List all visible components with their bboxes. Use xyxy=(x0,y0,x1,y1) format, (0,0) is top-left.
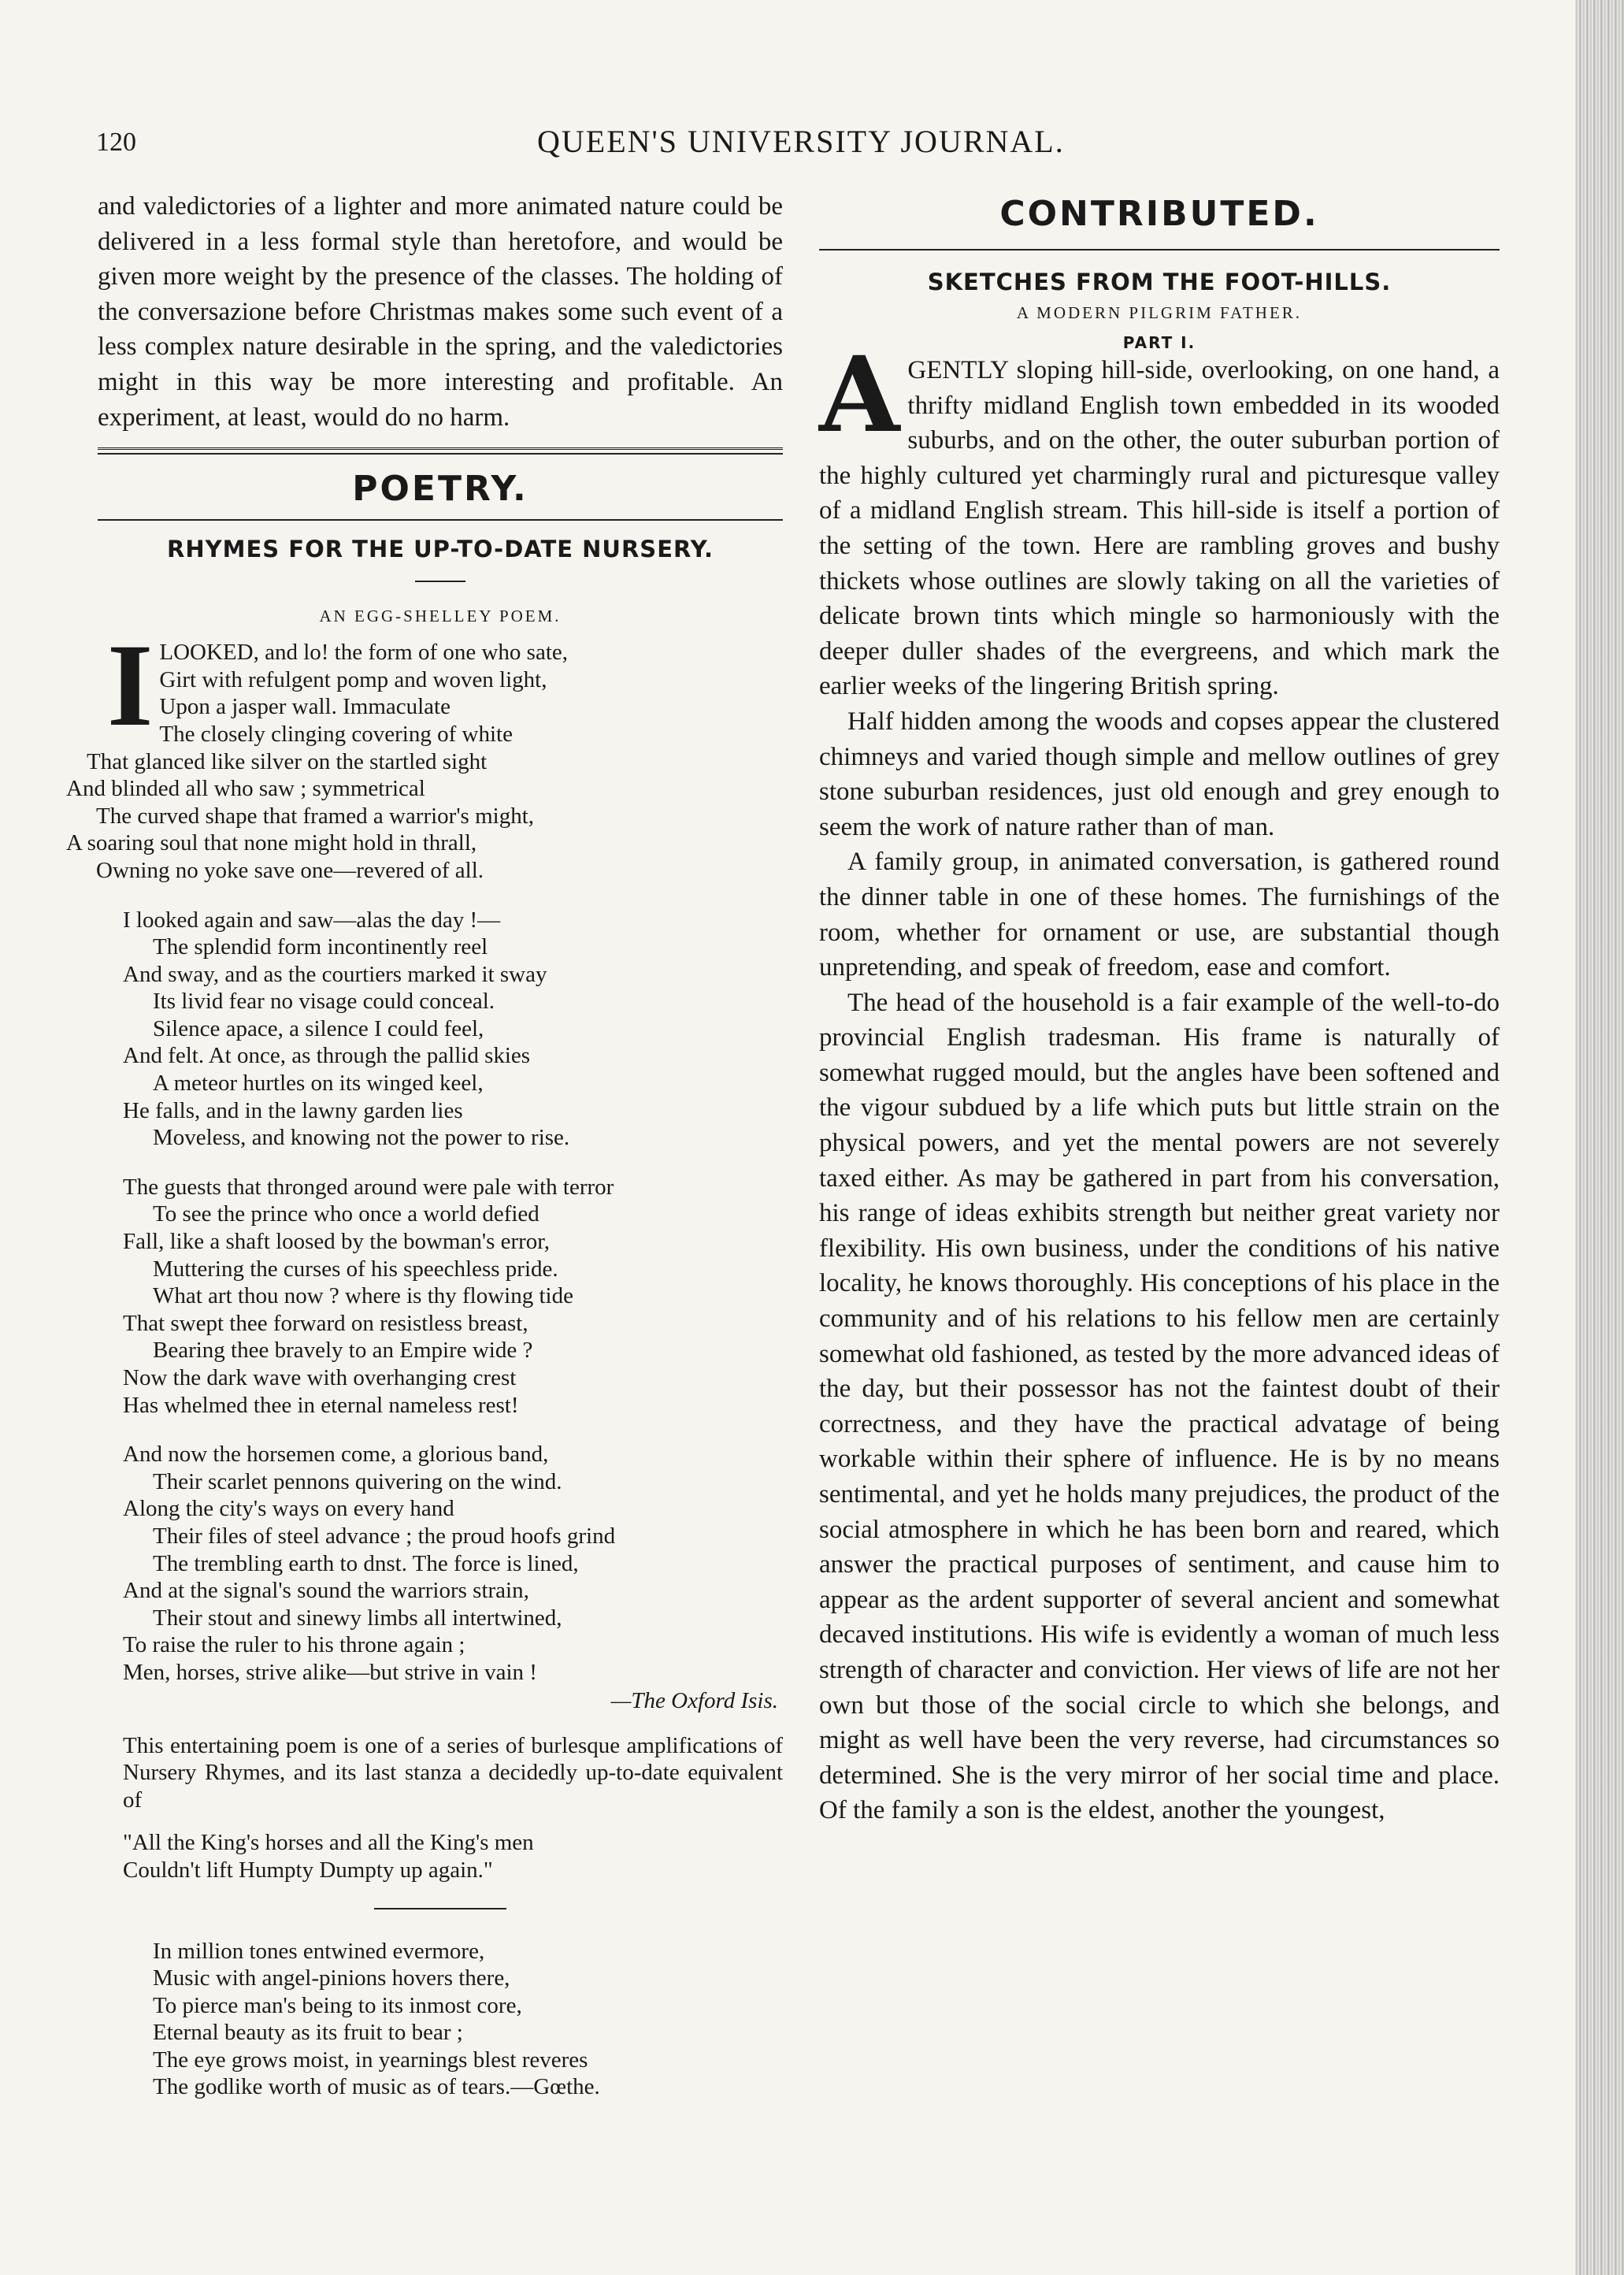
poem-line: To raise the ruler to his throne again ; xyxy=(123,1632,465,1658)
poem-line: The guests that thronged around were pale with terror xyxy=(123,1174,614,1200)
intro-paragraph: and valedictories of a lighter and more animated nature could be delivered in a less formal style than heretofore, and would be given more weight by the presence of the classes. The holding of the conversazione before Christmas makes some such event of a less complex nature desirable in the spring, and the valedictories might in this way be more interesting and profitable. An experiment, at least, would do no harm. xyxy=(98,192,783,432)
poem-line: And now the horsemen come, a glorious band, xyxy=(123,1442,549,1468)
poem-line: That swept thee forward on resistless breast, xyxy=(123,1310,528,1336)
poem-line: Along the city's ways on every hand xyxy=(123,1496,454,1522)
running-head xyxy=(96,123,1545,162)
poem-line: That glanced like silver on the startled sight xyxy=(87,748,488,774)
poem-line: Moveless, and knowing not the power to rise. xyxy=(153,1125,570,1151)
journal-title: QUEEN'S UNIVERSITY JOURNAL. xyxy=(537,124,1065,159)
poem-line: And felt. At once, as through the pallid skies xyxy=(123,1043,531,1069)
poem-subtitle: AN EGG-SHELLEY POEM. xyxy=(319,607,562,626)
quote-line: "All the King's horses and all the King's men xyxy=(123,1830,534,1856)
paragraph-4: The head of the household is a fair example of the well-to-do provincial English tradesman. His frame is naturally of somewhat rugged mould, but the angles have been softened and the vigour subdued by a life which puts but little strain on the physical powers, and yet the mental powers are not severely taxed either. As may be gathered in part from his conversation, his range of ideas exhibits strength but neither great variety nor flexibility. His own business, under the conditions of his native locality, he knows thoroughly. His conceptions of his place in the community and of his relations to his fellow men are certainly somewhat old fashioned, as tested by the more advanced ideas of the day, but their possessor has not the faintest doubt of their correctness, and they have the practical advatage of being workable within their sphere of influence. He is by no means sentimental, and yet he holds many prejudices, the product of the social atmosphere in which he has been born and reared, which answer the practical purposes of sentiment, and cause him to appear as the ardent supporter of several ancient and somewhat decaved institutions. His wife is evidently a woman of much less strength of character and conviction. Her views of life are not her own but those of the social circle to which she belongs, and might as well have been the very reverse, had circumstances so determined. She is the very mirror of her social time and place. Of the family a son is the eldest, another the youngest, xyxy=(819,988,1500,1825)
poem-line: The splendid form incontinently reel xyxy=(153,934,488,960)
verse-line: The godlike worth of music as of tears.—Gœthe. xyxy=(153,2074,600,2100)
paragraph-3: A family group, in animated conversation, is gathered round the dinner table in one of these homes. The furnishings of the room, whether for ornament or use, are substantial though unpretending, and speak of freedom, ease and comfort. xyxy=(819,848,1500,982)
poem-line: Fall, like a shaft loosed by the bowman's error, xyxy=(123,1229,551,1255)
poem-line: The closely clinging covering of white xyxy=(159,721,513,747)
poem-line: A soaring soul that none might hold in thrall, xyxy=(66,830,477,856)
verse-line: To pierce man's being to its inmost core, xyxy=(153,1992,522,2018)
right-column xyxy=(819,189,1500,1828)
poem-line: And at the signal's sound the warriors strain, xyxy=(123,1578,529,1604)
part-label: PART I. xyxy=(1122,333,1196,352)
stanza-2 xyxy=(98,907,783,1152)
editorial-comment: This entertaining poem is one of a series of burlesque amplifications of Nursery Rhymes, and its last stanza a decidedly up-to-date equivalent of xyxy=(123,1732,783,1813)
poem-line: Men, horses, strive alike—but strive in vain ! xyxy=(123,1659,537,1685)
poem-line: A meteor hurtles on its winged keel, xyxy=(153,1071,484,1097)
poem-line: And sway, and as the courtiers marked it sway xyxy=(123,961,547,987)
article-title: SKETCHES FROM THE FOOT-HILLS. xyxy=(927,269,1392,295)
page-edge xyxy=(1575,0,1624,2275)
poem-line: Has whelmed thee in eternal nameless rest! xyxy=(123,1392,519,1418)
poem-line: To see the prince who once a world defied xyxy=(153,1201,539,1227)
poem-line: Girt with refulgent pomp and woven light, xyxy=(159,666,547,692)
poem-line: And blinded all who saw ; symmetrical xyxy=(66,776,425,802)
poem-line: Upon a jasper wall. Immaculate xyxy=(159,694,450,720)
humpty-quote xyxy=(98,1829,783,1883)
poem-line: Muttering the curses of his speechless pride. xyxy=(153,1256,558,1282)
poem-line: LOOKED, and lo! the form of one who sate, xyxy=(159,640,569,666)
poem-line: The trembling earth to dnst. The force is lined, xyxy=(153,1550,579,1576)
verse-line: The eye grows moist, in yearnings blest reveres xyxy=(153,2047,588,2073)
poem-attribution: —The Oxford Isis. xyxy=(610,1687,778,1713)
poem-line: I looked again and saw—alas the day !— xyxy=(123,907,501,933)
stanza-1 xyxy=(66,620,783,884)
verse-line: Eternal beauty as its fruit to bear ; xyxy=(153,2020,463,2046)
poem-line: The curved shape that framed a warrior's might, xyxy=(96,803,535,829)
paragraph-2: Half hidden among the woods and copses appear the clustered chimneys and varied though simple and mellow outlines of grey stone suburban residences, just old enough and grey enough to seem the work of nature rather than of man. xyxy=(819,707,1500,841)
stanza-4 xyxy=(98,1441,783,1686)
poem-line: Now the dark wave with overhanging crest xyxy=(123,1365,517,1390)
poem-line: Their stout and sinewy limbs all intertwined, xyxy=(153,1605,562,1631)
poem-line: Its livid fear no visage could conceal. xyxy=(153,989,495,1015)
dropcap-i: I xyxy=(107,620,154,752)
page-number: 120 xyxy=(96,128,136,157)
poem-line: Silence apace, a silence I could feel, xyxy=(153,1015,484,1041)
poem-line: Bearing thee bravely to an Empire wide ? xyxy=(153,1338,533,1364)
poem-line: Owning no yoke save one—revered of all. xyxy=(96,857,484,883)
dropcap-a: A xyxy=(819,334,900,456)
contributed-heading: CONTRIBUTED. xyxy=(999,194,1319,234)
left-column xyxy=(66,189,783,2101)
poem-line: He falls, and in the lawny garden lies xyxy=(123,1097,463,1123)
poem-line: What art thou now ? where is thy flowing tide xyxy=(153,1283,573,1309)
poetry-heading: POETRY. xyxy=(352,469,528,510)
paragraph-1-text: GENTLY sloping hill-side, overlooking, on one hand, a thrifty midland English town embedded in its wooded suburbs, and on the other, the outer suburban portion of the highly cultured yet charmingly rural and picturesque valley of a midland English stream. This hill-side is itself a portion of the setting of the town. Here are rambling groves and bushy thickets whose outlines are slowly taking on all the varieties of delicate brown tints which mingle so harmoniously with the deeper duller shades of the evergreens, and which mark the earlier weeks of the lingering British spring. xyxy=(819,356,1500,701)
verse-line: In million tones entwined evermore, xyxy=(153,1938,485,1964)
verse-line: Music with angel-pinions hovers there, xyxy=(153,1965,510,1991)
poem-line: Their files of steel advance ; the proud hoofs grind xyxy=(153,1523,616,1549)
double-rule xyxy=(98,447,783,455)
quote-line: Couldn't lift Humpty Dumpty up again." xyxy=(123,1857,493,1883)
goethe-verse xyxy=(98,1938,783,2102)
stanza-3 xyxy=(98,1174,783,1419)
poem-line: Their scarlet pennons quivering on the wind. xyxy=(153,1468,562,1494)
poem-title: RHYMES FOR THE UP-TO-DATE NURSERY. xyxy=(167,536,714,563)
article-subtitle: A MODERN PILGRIM FATHER. xyxy=(1016,303,1303,322)
